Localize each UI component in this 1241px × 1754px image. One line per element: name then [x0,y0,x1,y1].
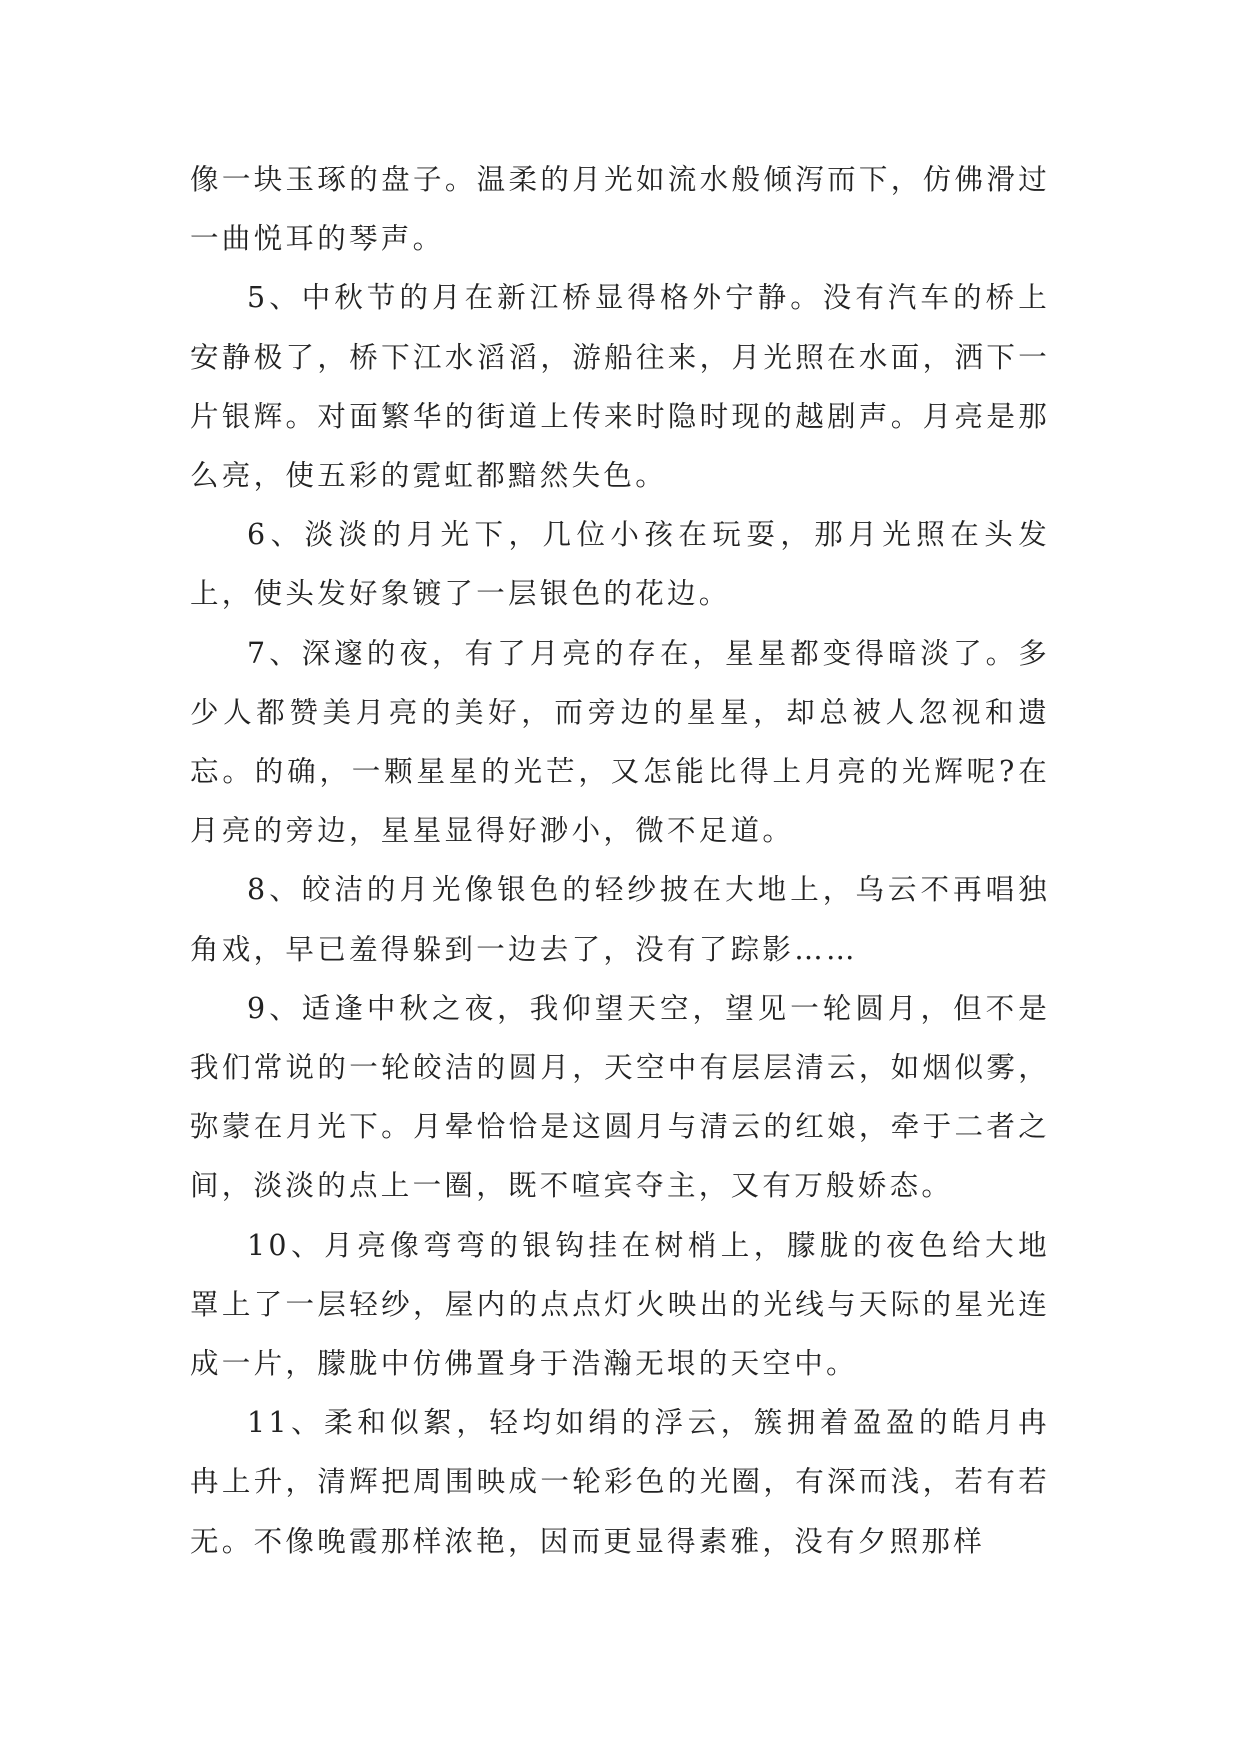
paragraph: 7、深邃的夜，有了月亮的存在，星星都变得暗淡了。多少人都赞美月亮的美好，而旁边的星星，却总被人忽视和遗忘。的确，一颗星星的光芒，又怎能比得上月亮的光辉呢?在月亮的旁边，星星显得好渺小，微不足道。 [190,636,1050,848]
paragraph: 像一块玉琢的盘子。温柔的月光如流水般倾泻而下，仿佛滑过一曲悦耳的琴声。 [190,163,1050,256]
document-body [190,150,1050,1571]
paragraph: 5、中秋节的月在新江桥显得格外宁静。没有汽车的桥上安静极了，桥下江水滔滔，游船往来，月光照在水面，洒下一片银辉。对面繁华的街道上传来时隐时现的越剧声。月亮是那么亮，使五彩的霓虹都黯然失色。 [190,281,1050,493]
paragraph: 9、适逢中秋之夜，我仰望天空，望见一轮圆月，但不是我们常说的一轮皎洁的圆月，天空中有层层清云，如烟似雾，弥蒙在月光下。月晕恰恰是这圆月与清云的红娘，牵于二者之间，淡淡的点上一圈，既不喧宾夺主，又有万般娇态。 [190,991,1050,1203]
paragraph: 8、皎洁的月光像银色的轻纱披在大地上，乌云不再唱独角戏，早已羞得躲到一边去了，没有了踪影…… [190,873,1050,966]
paragraph: 6、淡淡的月光下，几位小孩在玩耍，那月光照在头发上，使头发好象镀了一层银色的花边。 [190,518,1050,611]
paragraph: 11、柔和似絮，轻均如绢的浮云，簇拥着盈盈的皓月冉冉上升，清辉把周围映成一轮彩色的光圈，有深而浅，若有若无。不像晚霞那样浓艳，因而更显得素雅，没有夕照那样 [190,1406,1050,1558]
paragraph: 10、月亮像弯弯的银钩挂在树梢上，朦胧的夜色给大地罩上了一层轻纱，屋内的点点灯火映出的光线与天际的星光连成一片，朦胧中仿佛置身于浩瀚无垠的天空中。 [190,1228,1050,1381]
